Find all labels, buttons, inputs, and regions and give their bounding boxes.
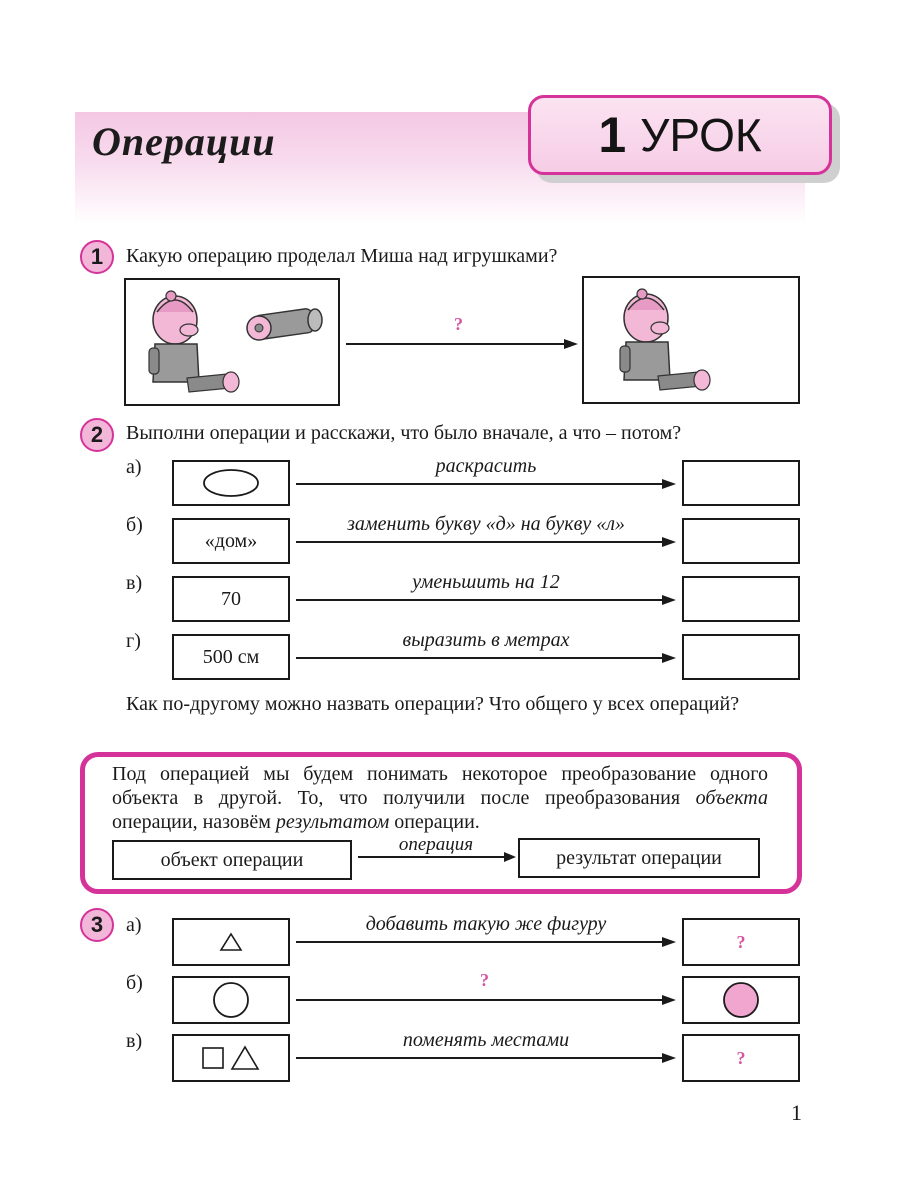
toy-soldier-figure [149,291,239,392]
task1-arrow [346,336,578,352]
task1-operation-question: ? [454,314,463,334]
task1-question: Какую операцию проделал Миша над игрушками? [126,245,558,267]
lesson-badge [528,95,832,175]
page-number: 1 [791,1100,802,1125]
task2-question: Выполни операции и расскажи, что было вначале, а что – потом? [126,422,682,444]
task2-operation-b: заменить букву «д» на букву «л» [347,513,625,535]
square-and-triangle-shapes [199,1044,263,1072]
task2-operation-c: уменьшить на 12 [412,571,560,593]
task2-object-box-a [172,460,290,506]
task3-object-box-a [172,918,290,966]
task3-result-question-a: ? [736,931,746,952]
definition-result-box: результат операции [518,838,760,878]
task2-result-box-a [682,460,800,506]
task3-arrow-c [296,1050,676,1066]
task3-result-box-a [682,918,800,966]
task3-object-box-c [172,1034,290,1082]
task2-arrow-a [296,476,676,492]
task3-result-box-b [682,976,800,1024]
toy-soldier-illustration [586,280,796,400]
task3-operation-c: поменять местами [402,1029,570,1051]
lesson-word: УРОК [640,109,762,161]
task2-arrow-c [296,592,676,608]
lesson-number: 1 [598,107,627,163]
task2-result-box-b [682,518,800,564]
task2-object-box-c: 70 [172,576,290,622]
task1-before-box [124,278,340,406]
task3-arrow-b [296,992,676,1008]
task2-arrow-d [296,650,676,666]
task2-result-box-d [682,634,800,680]
task2-operation-a: раскрасить [435,455,537,477]
task3-row-label: б) [126,972,143,994]
toy-cannon-figure [247,308,322,340]
task3-operation-a: добавить такую же фигуру [365,913,607,935]
task3-result-question-c: ? [736,1047,746,1068]
task-number-3: 3 [80,908,114,942]
task2-result-box-c [682,576,800,622]
task-number-2: 2 [80,418,114,452]
task2-row-label: в) [126,572,143,594]
page-title: Операции [92,119,276,164]
task3-operation-question-b: ? [480,970,489,990]
task2-row-label: а) [126,456,142,478]
definition-operation-label: операция [398,834,474,855]
definition-text: Под операцией мы будем понимать некоторое преобразование одного объекта в другой. То, что получили после преобразования объекта операции, назовём результатом операции. [112,763,768,833]
ellipse-shape [201,467,261,499]
circle-shape [211,980,251,1020]
definition-object-box: объект операции [112,840,352,880]
task2-object-box-b: «дом» [172,518,290,564]
definition-arrow [358,850,516,864]
task3-row-label: в) [126,1030,143,1052]
triangle-shape [219,932,243,952]
task3-result-box-c [682,1034,800,1082]
filled-pink-circle-shape [721,980,761,1020]
toy-soldier-and-cannon-illustration [127,282,337,402]
task1-after-box [582,276,800,404]
task2-row-label: г) [126,630,141,652]
task2-operation-d: выразить в метрах [402,629,570,651]
task2-arrow-b [296,534,676,550]
task2-row-label: б) [126,514,143,536]
task-number-1: 1 [80,240,114,274]
toy-soldier-figure [620,289,710,390]
task2-followup-question: Как по-другому можно назвать операции? Что общего у всех операций? [126,693,740,715]
task2-object-box-d: 500 см [172,634,290,680]
task3-object-box-b [172,976,290,1024]
task3-row-label: а) [126,914,142,936]
task3-arrow-a [296,934,676,950]
